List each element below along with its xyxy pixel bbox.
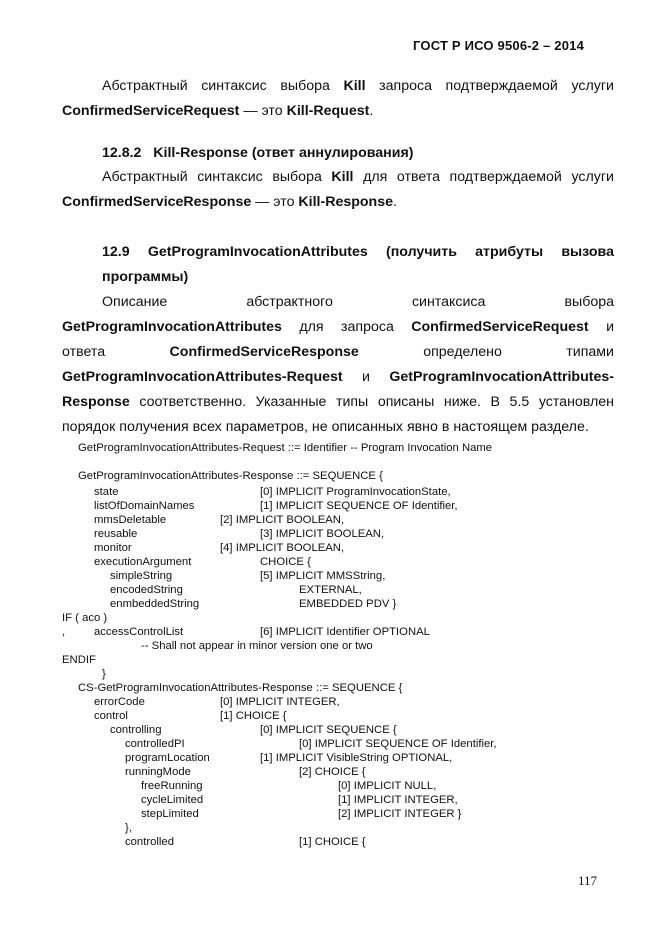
paragraph-line: ответа ConfirmedServiceResponse определено типами (62, 344, 614, 360)
code-field-type: [2] CHOICE { (299, 766, 366, 778)
code-field-name: executionArgument (94, 556, 192, 568)
code-field-name: reusable (94, 528, 138, 540)
code-field-type: [0] IMPLICIT SEQUENCE { (260, 724, 397, 736)
code-field-type: [1] IMPLICIT SEQUENCE OF Identifier, (260, 500, 458, 512)
code-field-type: [4] IMPLICIT BOOLEAN, (220, 542, 345, 554)
code-field-name: stepLimited (141, 808, 199, 820)
paragraph-line: GetProgramInvocationAttributes для запроса ConfirmedServiceRequest и (62, 319, 614, 335)
code-field-name: enmbeddedString (110, 598, 200, 610)
document-header: ГОСТ Р ИСО 9506-2 – 2014 (413, 38, 584, 53)
code-line: } (102, 668, 106, 680)
code-field-name: encodedString (110, 584, 183, 596)
code-field-name: errorCode (94, 696, 145, 708)
paragraph-line: GetProgramInvocationAttributes-Request и GetProgramInvocationAttributes- (62, 369, 614, 385)
code-field-type: CHOICE { (260, 556, 311, 568)
code-field-type: [0] IMPLICIT ProgramInvocationState, (260, 486, 451, 498)
code-field-name: control (94, 710, 128, 722)
code-field-type: [2] IMPLICIT BOOLEAN, (220, 514, 345, 526)
code-field-name: state (94, 486, 119, 498)
code-field-name: controlling (110, 724, 162, 736)
code-field-name: accessControlList (94, 626, 184, 638)
paragraph-line: ConfirmedServiceRequest — это Kill-Request. (62, 103, 374, 119)
code-field-type: [0] IMPLICIT NULL, (338, 780, 437, 792)
code-field-type: [1] CHOICE { (299, 836, 366, 848)
code-field-type: EXTERNAL, (299, 584, 362, 596)
paragraph-line: ConfirmedServiceResponse — это Kill-Response. (62, 194, 397, 210)
paragraph-line: Описание абстрактного синтаксиса выбора (102, 294, 614, 310)
code-field-name: controlledPI (125, 738, 185, 750)
paragraph-line: Response соответственно. Указанные типы описаны ниже. В 5.5 установлен (62, 394, 615, 410)
code-field-type: [1] IMPLICIT VisibleString OPTIONAL, (260, 752, 453, 764)
code-field-name: cycleLimited (141, 794, 204, 806)
code-field-name: simpleString (110, 570, 173, 582)
code-line: IF ( aco ) (62, 612, 108, 624)
code-field-type: [6] IMPLICIT Identifier OPTIONAL (260, 626, 430, 638)
code-field-name: controlled (125, 836, 174, 848)
code-field-name: programLocation (125, 752, 210, 764)
code-line: }, (125, 822, 132, 834)
code-field-type: [3] IMPLICIT BOOLEAN, (260, 528, 385, 540)
code-field-name: listOfDomainNames (94, 500, 195, 512)
code-line: GetProgramInvocationAttributes-Response ::= SEQUENCE { (78, 470, 383, 482)
code-comment: -- Shall not appear in minor version one or two (141, 640, 373, 652)
code-field-name: monitor (94, 542, 132, 554)
code-field-type: [5] IMPLICIT MMSString, (260, 570, 386, 582)
code-line: GetProgramInvocationAttributes-Request ::= Identifier -- Program Invocation Name (78, 442, 493, 454)
code-field-type: [2] IMPLICIT INTEGER } (338, 808, 462, 820)
code-field-type: EMBEDDED PDV } (299, 598, 397, 610)
code-line: , (62, 626, 66, 638)
code-field-name: runningMode (125, 766, 191, 778)
code-field-type: [0] IMPLICIT SEQUENCE OF Identifier, (299, 738, 497, 750)
page-number: 117 (578, 873, 598, 888)
code-field-name: mmsDeletable (94, 514, 167, 526)
paragraph-line: порядок получения всех параметров, не описанных явно в настоящем разделе. (62, 419, 589, 435)
paragraph-line: Абстрактный синтаксис выбора Kill запроса подтверждаемой услуги (102, 78, 614, 94)
code-field-type: [0] IMPLICIT INTEGER, (220, 696, 340, 708)
paragraph-line: Абстрактный синтаксис выбора Kill для ответа подтверждаемой услуги (102, 169, 614, 185)
code-field-type: [1] CHOICE { (220, 710, 287, 722)
code-field-type: [1] IMPLICIT INTEGER, (338, 794, 458, 806)
code-field-name: freeRunning (141, 780, 203, 792)
code-line: ENDIF (62, 654, 96, 666)
code-line: CS-GetProgramInvocationAttributes-Response ::= SEQUENCE { (78, 682, 403, 694)
